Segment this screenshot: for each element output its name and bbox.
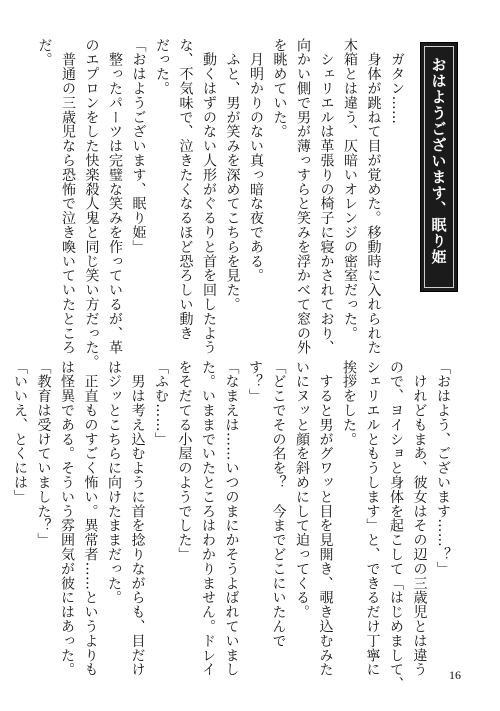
chapter-title: おはようございます、眠り姫 [429, 57, 448, 265]
text-line: 「どこでその名を？ 今までどこにいたんで [270, 360, 287, 648]
text-line: だ。 [36, 38, 53, 67]
chapter-title-banner [420, 42, 458, 292]
text-line: はジッとこちらに向けたままだった。 [106, 360, 122, 605]
text-line: のエプロンをした快楽殺人鬼と同じ笑い方だった。 [83, 38, 100, 370]
text-line: をそだてる小屋のようでした」 [176, 360, 193, 562]
text-line: ガタン…… [389, 38, 405, 125]
text-line: す？」 [247, 360, 263, 404]
text-line: シェリエルは革張りの椅子に寝かされており、 [318, 38, 335, 355]
text-line: を眺めていた。 [271, 38, 288, 139]
text-line: いにヌッと顔を斜めにして迫ってくる。 [294, 360, 310, 620]
text-line: 木箱とは違う、仄暗いオレンジの密室だった。 [342, 38, 358, 341]
text-line: 「教育は受けていました？」 [35, 360, 52, 548]
page-number: 16 [449, 668, 461, 682]
text-line: だった。 [154, 38, 170, 96]
text-line: 「おはよう、ございます……？」 [435, 360, 451, 576]
text-line: な、不気味で、泣きたくなるほど恐ろしい動き [177, 38, 194, 341]
text-line: すると男がグワッと目を見開き、覗き込むみた [317, 360, 334, 677]
text-line: シェリエルともうします」と、できるだけ丁寧に [364, 360, 381, 677]
text-line: 「ふむ……」 [153, 360, 169, 447]
body-text-upper [32, 38, 408, 370]
text-line: 「いいえ、とくには」 [12, 360, 28, 504]
text-line: ふと、男が笑みを深めてこちらを見た。 [224, 38, 241, 312]
text-line: 向かい側で男が薄っすらと笑みを浮かべて窓の外 [295, 38, 311, 355]
text-line: 身体が跳ねて目が覚めた。移動時に入れられた [365, 38, 382, 355]
text-line: ので、ヨイショと身体を起こして「はじめまして、 [388, 360, 404, 692]
text-line: 動くはずのない人形がぐるりと首を回したよう [201, 38, 217, 355]
text-line: 「なまえは……いつのまにかそうよばれていまし [223, 360, 240, 677]
text-line: 普通の三歳児なら恐怖で泣き喚いていたところ [60, 38, 76, 355]
text-line: た。いままでいたところはわかりません。ドレイ [200, 360, 216, 677]
text-line: は怪異である。そういう雰囲気が彼にはあった。 [59, 360, 75, 677]
text-line: けれどもまあ、彼女はその辺の三歳児とは違う [411, 360, 428, 677]
text-line: 挨拶をした。 [341, 360, 357, 447]
text-line: 月明かりのない真っ暗な夜である。 [248, 38, 264, 283]
text-line: 男は考え込むように首を捻りながらも、目だけ [129, 360, 146, 677]
text-line: 正直ものすごく怖い。異常者……というよりも [82, 360, 99, 677]
text-line: 整ったパーツは完璧な笑みを作っているが、革 [107, 38, 123, 355]
text-line: 「おはようございます、眠り姫」 [130, 38, 147, 254]
